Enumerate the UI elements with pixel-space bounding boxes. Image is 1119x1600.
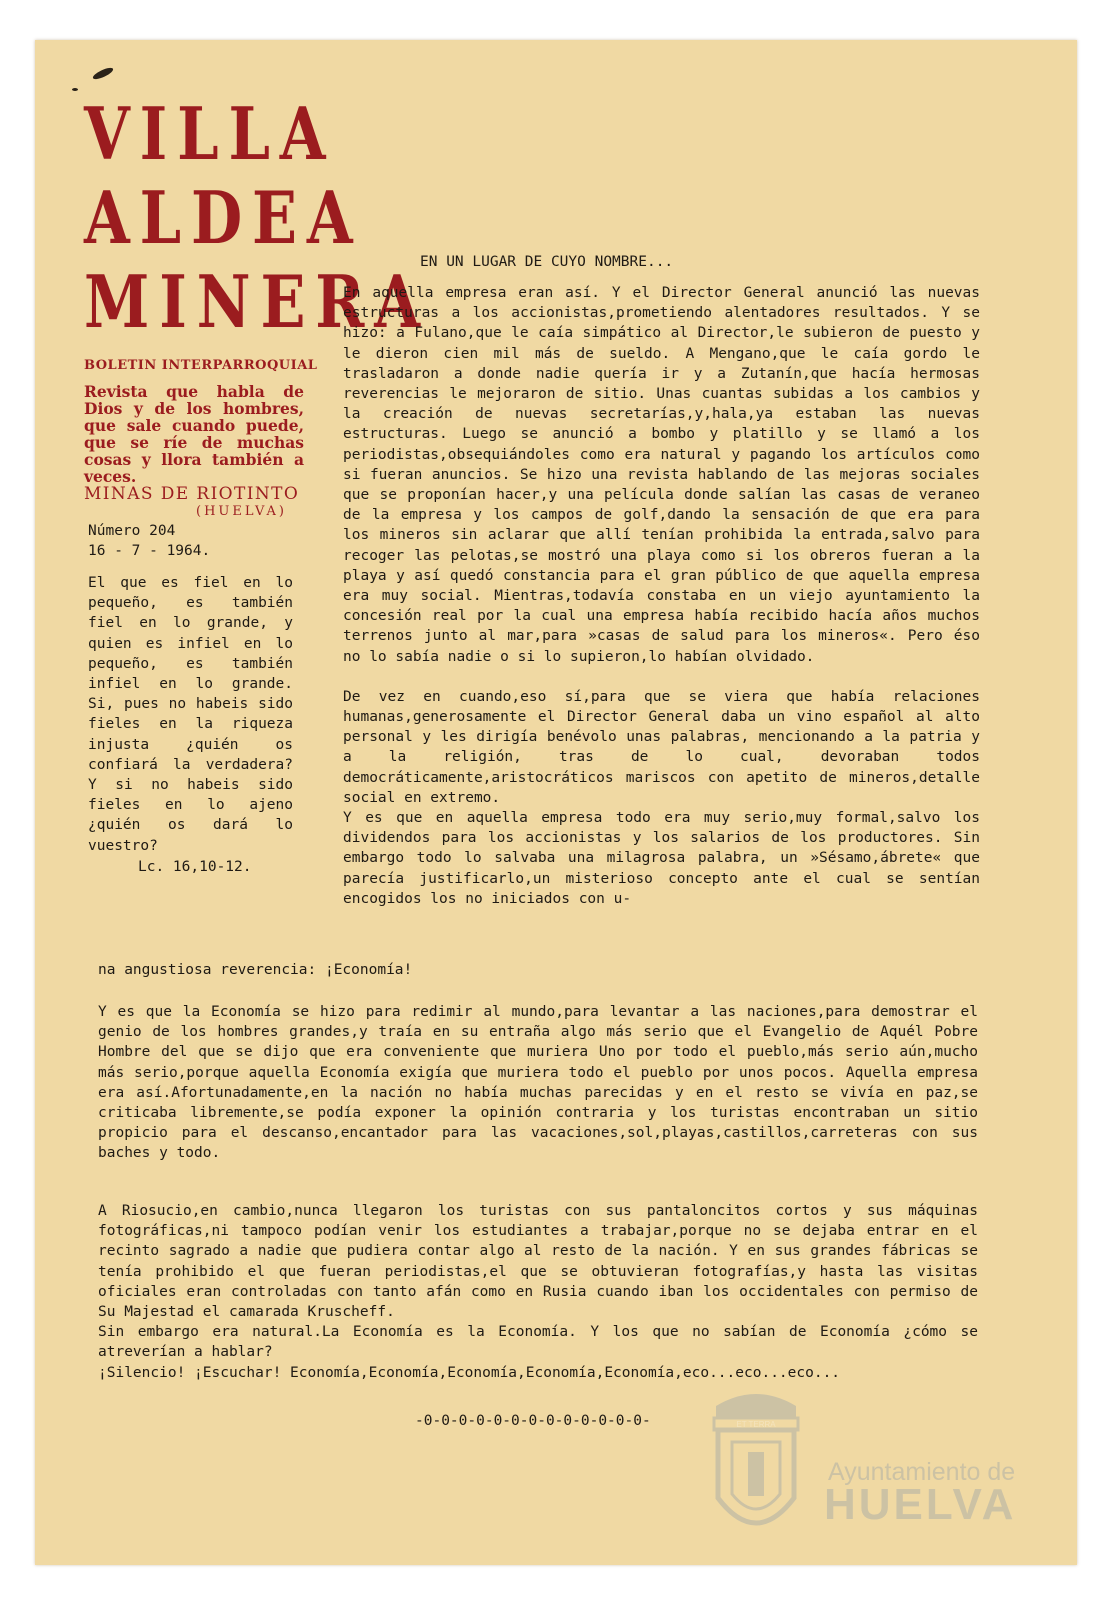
article-paragraph: Y es que en aquella empresa todo era muy serio,muy formal,salvo los dividendos para los accionistas y los salarios de los productores. Sin embargo todo lo salvaba una milagrosa palabra, un »Sésamo,ábrete« que parecía justificarlo,un misterioso concepto ante el cual se sentían encogidos los no iniciados con u- <box>343 810 980 907</box>
article-paragraph: ¡Silencio! ¡Escuchar! Economía,Economía,Economía,Economía,Economía,eco...eco...eco... <box>98 1364 841 1381</box>
article-heading: EN UN LUGAR DE CUYO NOMBRE... <box>420 254 674 270</box>
masthead-line-aldea: ALDEA <box>84 175 363 260</box>
place-name: MINAS DE RIOTINTO <box>84 484 300 504</box>
masthead-line-minera: MINERA <box>84 259 430 344</box>
tagline: Revista que habla de Dios y de los hombres, que sale cuando puede, que se ríe de muchas cosas y llora también a veces. <box>84 382 304 486</box>
boletin-label: BOLETIN INTERPARROQUIAL <box>84 358 318 373</box>
article-paragraph: Sin embargo era natural.La Economía es la Economía. Y los que no sabían de Economía ¿cómo se atreverían a hablar? <box>98 1324 978 1361</box>
article-paragraph: Y es que la Economía se hizo para redimir al mundo,para levantar a las naciones,para demostrar el genio de los hombres grandes,y traía en su entraña algo más serio que el Evangelio de Aquél Pobre Hombre del que se dijo que era conveniente que muriera Uno por todo el pueblo,más serio aún,mucho más serio,porque aquella Economía exigía que muriera todo el pueblo por unos pocos. Aquella empresa era así.Afortunadamente,en la nación no había muchas parecidas y en el resto se vivía en paz,se criticaba libremente,se podía exponer la opinión contraria y los turistas encontraban un sitio propicio para el descanso,encantador para las vacaciones,sol,playas,castillos,carreteras con sus baches y todo. <box>98 1004 978 1162</box>
article-column <box>343 283 980 909</box>
ayuntamiento-watermark <box>696 1378 1056 1558</box>
ink-mark <box>72 88 78 91</box>
masthead <box>84 91 430 344</box>
article-paragraph: De vez en cuando,eso sí,para que se viera que había relaciones humanas,generosamente el Director General daba un vino español al alto personal y les dirigía benévolo unas palabras, mencionando a la patria y a la religión, tras de lo cual, devoraban todos democráticamente,aristocráticos mariscos con apetito de mineros,detalle social en extremo. <box>343 688 980 806</box>
issue-date: 16 - 7 - 1964. <box>88 543 211 559</box>
watermark-line2: HUELVA <box>824 1480 1017 1529</box>
coat-of-arms-icon <box>696 1378 816 1558</box>
separator-line: -0-0-0-0-0-0-0-0-0-0-0-0-0- <box>415 1413 651 1429</box>
province-name: (HUELVA) <box>196 504 287 519</box>
masthead-line-villa: VILLA <box>84 91 336 176</box>
bible-quote-reference: Lc. 16,10-12. <box>138 859 252 875</box>
article-paragraph: A Riosucio,en cambio,nunca llegaron los turistas con sus pantaloncitos cortos y sus máquinas fotográficas,ni tampoco podían venir los estudiantes a trabajar,porque no se dejaba entrar en el recinto sagrado a nadie que pudiera contar algo al resto de la nación. Y en sus grandes fábricas se tenía prohibido el que fueran periodistas,el que se obtuvieran fotografías,y hasta las visitas oficiales eran controladas con tanto afán como en Rusia cuando iban los occidentales con permiso de Su Majestad el camarada Kruscheff. <box>98 1203 978 1321</box>
article-paragraph-end: na angustiosa reverencia: ¡Economía! <box>98 962 413 978</box>
bible-quote: El que es fiel en lo pequeño, es también fiel en lo grande, y quien es infiel en lo pequeño, es también infiel en lo grande. Si, pues no habeis sido fieles en la riqueza injusta ¿quién os confiará la verdadera? Y si no habeis sido fieles en lo ajeno ¿quién os dará lo vuestro? <box>88 575 293 854</box>
watermark-line1: Ayuntamiento de <box>828 1458 1016 1486</box>
article-paragraph: En aquella empresa eran así. Y el Director General anunció las nuevas estructuras a los accionistas,prometiendo alentadores resultados. Y se hizo: a Fulano,que le caía simpático al Director,le subieron de puesto y le dieron cien mil más de sueldo. A Mengano,que le caía gordo le trasladaron a donde nadie quería ir y a Zutanín,que hacía hermosas reverencias le mejoraron de sitio. Unas cuantas subidas a los cambios y la creación de nuevas secretarías,y,hala,ya estaban las nuevas estructuras. Luego se anunció a bombo y platillo y se llamó a los periodistas,obsequiándoles como era natural y pagando los artículos como si fueran anuncios. Se hizo una revista hablando de las mejoras sociales que se proponían hacer,y una película donde salían las casas de veraneo de la empresa y los campos de golf,dando la sensación de que era para los mineros sin aclarar que allí tenían prohibida la entrada,salvo para recoger las pelotas,se mostró una playa como si los obreros fueran a la playa y así quedó constancia para el gran público de que aquella empresa era muy social. Mientras,todavía constaba en un viejo ayuntamiento la concesión real por la cual una empresa había recibido hacía años muchos terrenos junto al mar,para »casas de salud para los mineros«. Pero éso no lo sabía nadie o si lo supieron,lo habían olvidado. <box>343 285 980 665</box>
article-section <box>98 1201 978 1383</box>
issue-number: Número 204 <box>88 523 176 539</box>
coat-of-arms-motto: ET TERRA <box>736 1420 776 1429</box>
